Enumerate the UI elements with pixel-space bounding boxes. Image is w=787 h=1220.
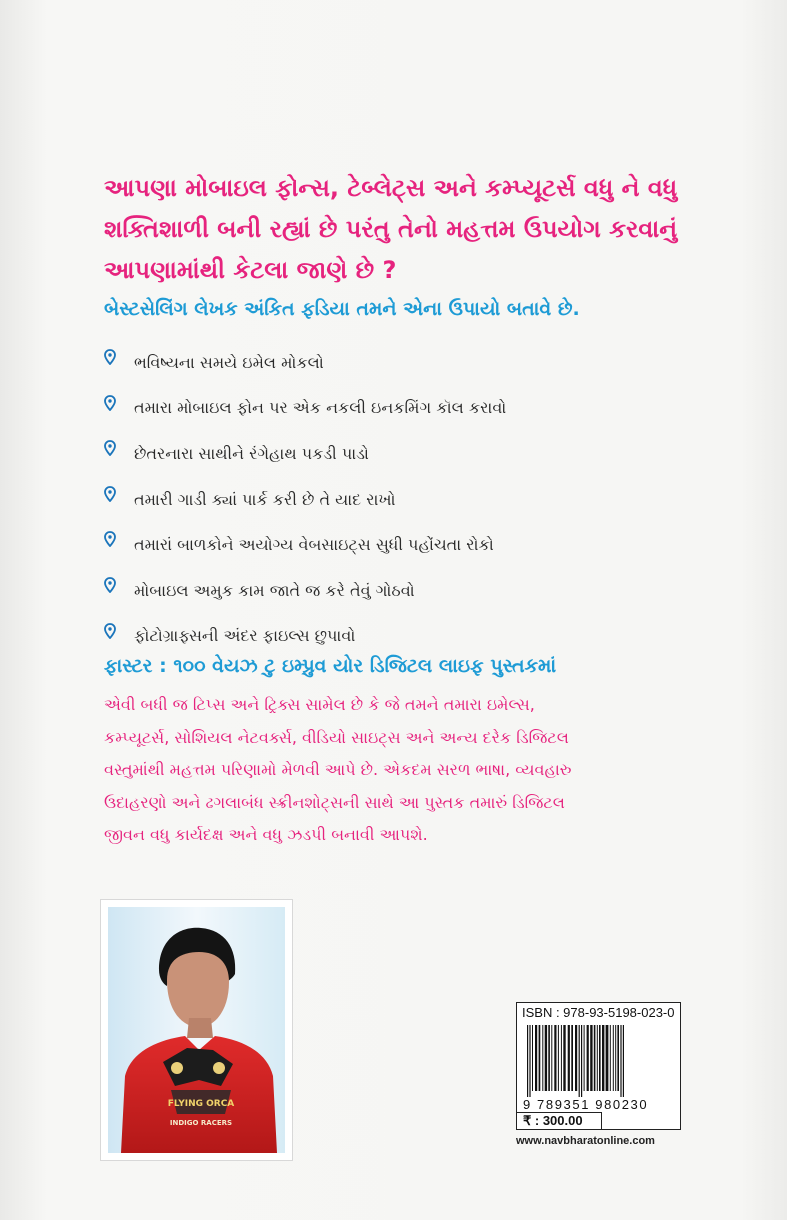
barcode-bar — [584, 1025, 585, 1091]
location-pin-icon — [104, 577, 116, 593]
list-item — [104, 568, 724, 614]
barcode-bar — [597, 1025, 598, 1091]
list-item — [104, 477, 724, 523]
publisher-website: www.navbharatonline.com — [516, 1135, 655, 1147]
shirt-print-text: FLYING ORCA — [167, 1099, 235, 1109]
barcode-bar — [606, 1025, 609, 1091]
barcode-bar — [617, 1025, 619, 1091]
barcode-bar — [542, 1025, 543, 1091]
list-item-text: ફોટોગ્રાફ્સની અંદર ફાઇલ્સ છુપાવો — [134, 626, 356, 646]
list-item — [104, 386, 724, 432]
list-item — [104, 614, 724, 660]
barcode-bar — [568, 1025, 570, 1091]
list-item-text: ભવિષ્યના સમયે ઇમેલ મોકલો — [134, 352, 324, 372]
location-pin-icon — [104, 623, 116, 639]
headline-line: આપણામાંથી કેટલા જાણે છે ? — [104, 256, 397, 284]
barcode-bar — [587, 1025, 589, 1091]
paragraph-line: ઉદાહરણો અને ઢગલાબંધ સ્ક્રીનશોટ્સની સાથે આ પુસ્તક તમારું ડિજિટલ — [104, 792, 565, 812]
description-paragraph — [104, 689, 724, 852]
shirt-print-subtext: INDIGO RACERS — [169, 1119, 233, 1127]
barcode-bar — [594, 1025, 596, 1091]
headline — [104, 168, 724, 291]
barcode-bar — [561, 1025, 562, 1091]
author-photo — [101, 900, 292, 1160]
list-item-text: છેતરનારા સાથીને રંગેહાથ પકડી પાડો — [134, 443, 369, 463]
subhead: બેસ્ટસેલિંગ લેખક અંકિત ફડિયા તમને એના ઉપાયો બતાવે છે. — [104, 298, 580, 320]
barcode-bar — [610, 1025, 611, 1091]
barcode-bar — [581, 1025, 582, 1097]
location-pin-icon — [104, 395, 116, 411]
list-item-text: તમારા મોબાઇલ ફોન પર એક નકલી ઇનકમિંગ કૉલ કરાવો — [134, 398, 507, 418]
list-item — [104, 431, 724, 477]
list-item-text: તમારી ગાડી ક્યાં પાર્ક કરી છે તે યાદ રાખો — [134, 489, 396, 509]
barcode-bar — [563, 1025, 565, 1091]
feature-list — [104, 340, 724, 659]
location-pin-icon — [104, 531, 116, 547]
isbn-label: ISBN : 978-93-5198-023-0 — [522, 1005, 675, 1020]
barcode-bar — [558, 1025, 559, 1091]
location-pin-icon — [104, 349, 116, 365]
paragraph-line: કમ્પ્યૂટર્સ, સોશિયલ નેટવર્ક્સ, વીડિયો સાઇટ્સ અને અન્ય દરેક ડિજિટલ — [104, 727, 569, 747]
barcode-bar — [590, 1025, 592, 1091]
barcode-digits: 9 789351 980230 — [523, 1097, 649, 1112]
barcode-bar — [527, 1025, 528, 1097]
headline-line: આપણા મોબાઇલ ફોન્સ, ટેબ્લેટ્સ અને કમ્પ્યૂટર્સ વધુ ને વધુ — [104, 174, 678, 202]
location-pin-icon — [104, 440, 116, 456]
location-pin-icon — [104, 486, 116, 502]
barcode-bar — [620, 1025, 621, 1097]
barcode-bar — [545, 1025, 547, 1091]
barcode-bar — [602, 1025, 604, 1091]
barcode-bar — [551, 1025, 552, 1091]
book-title-callout: ફાસ્ટર : ૧૦૦ વેયઝ ટુ ઇમ્પ્રુવ યોર ડિજિટલ લાઇફ પુસ્તકમાં — [104, 655, 557, 677]
author-photo-image — [101, 900, 292, 1160]
paragraph-line: જીવન વધુ કાર્યદક્ષ અને વધુ ઝડપી બનાવી આપશે. — [104, 825, 428, 844]
list-item — [104, 340, 724, 386]
price-tag: ₹ : 300.00 — [516, 1112, 602, 1130]
barcode-bar — [539, 1025, 541, 1091]
list-item-text: મોબાઇલ અમુક કામ જાતે જ કરે તેવું ગોઠવો — [134, 580, 415, 600]
barcode-bar — [613, 1025, 614, 1091]
barcode-bar — [571, 1025, 573, 1091]
barcode-bar — [554, 1025, 556, 1091]
barcode-bar — [615, 1025, 616, 1091]
isbn-barcode-box — [516, 1002, 681, 1130]
barcode-bar — [548, 1025, 550, 1091]
barcode-bar — [532, 1025, 533, 1091]
barcode-bar — [575, 1025, 577, 1091]
barcode-bar — [535, 1025, 537, 1091]
list-item-text: તમારાં બાળકોને અયોગ્ય વેબસાઇટ્સ સુધી પહોંચતા રોકો — [134, 535, 494, 555]
barcode-bar — [529, 1025, 530, 1097]
barcode — [525, 1025, 673, 1097]
paragraph-line: વસ્તુમાંથી મહત્તમ પરિણામો મેળવી આપે છે. એકદમ સરળ ભાષા, વ્યવહારુ — [104, 760, 572, 779]
barcode-bar — [599, 1025, 601, 1091]
list-item — [104, 522, 724, 568]
barcode-bar — [623, 1025, 624, 1097]
barcode-bar — [579, 1025, 580, 1097]
paragraph-line: એવી બધી જ ટિપ્સ અને ટ્રિક્સ સામેલ છે કે જે તમને તમારા ઇમેલ્સ, — [104, 695, 535, 714]
headline-line: શક્તિશાળી બની રહ્યાં છે પરંતુ તેનો મહત્તમ ઉપયોગ કરવાનું — [104, 215, 678, 243]
